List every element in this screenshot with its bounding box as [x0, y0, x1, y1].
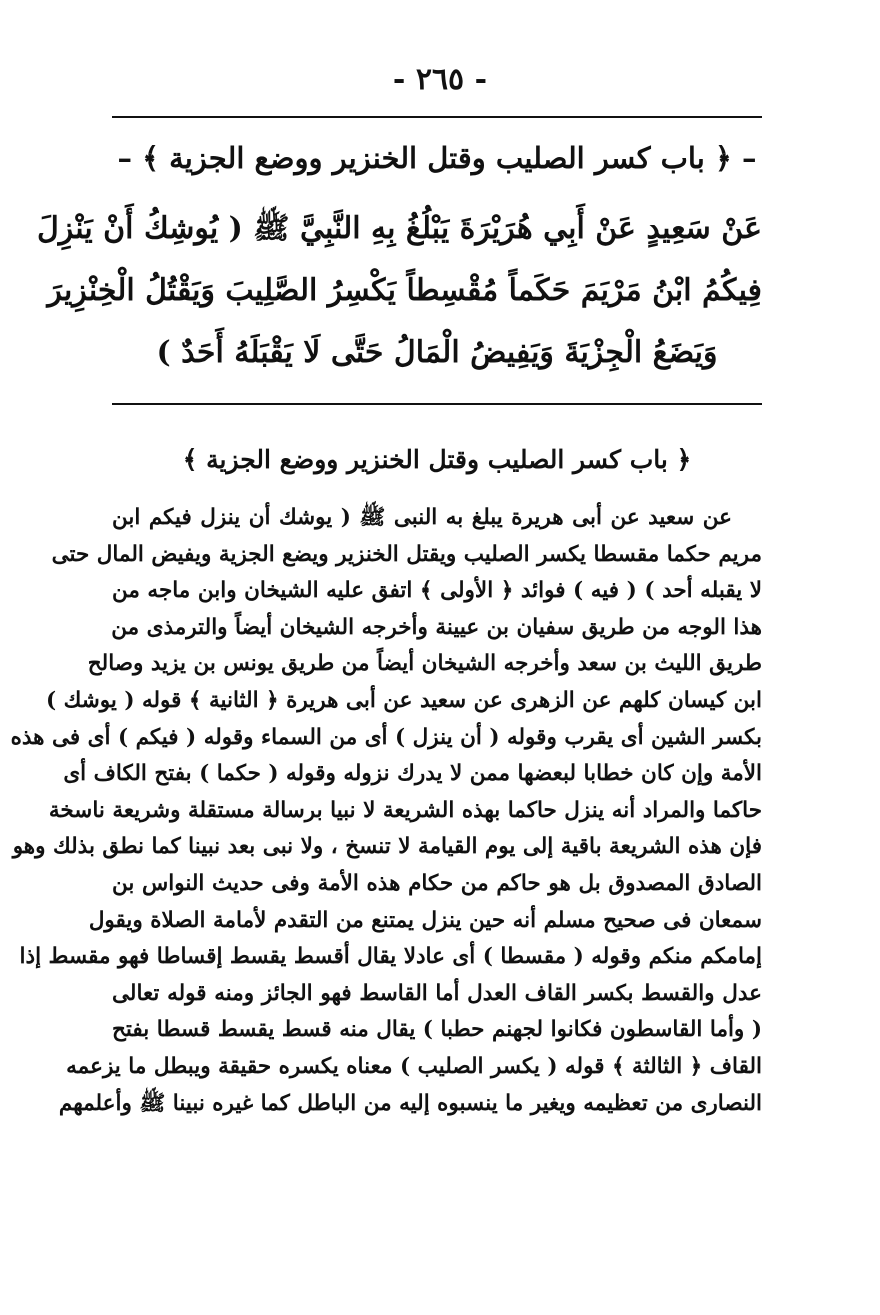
page-number: - ٢٦٥ - — [392, 62, 488, 97]
top-divider — [112, 116, 762, 118]
commentary-line: عدل والقسط بكسر القاف العدل أما القاسط فهو الجائز ومنه قوله تعالى — [112, 980, 762, 1006]
commentary-title: ﴿ باب كسر الصليب وقتل الخنزير ووضع الجزية ﴾ — [182, 445, 692, 474]
commentary-line: ابن كيسان كلهم عن الزهرى عن سعيد عن أبى هريرة ﴿ الثانية ﴾ قوله ( يوشك ) — [45, 687, 762, 713]
commentary-line: الصادق المصدوق بل هو حاكم من حكام هذه الأمة وفى حديث النواس بن — [112, 870, 762, 896]
commentary-line: حاكما والمراد أنه ينزل حاكما بهذه الشريعة لا نبيا برسالة مستقلة وشريعة ناسخة — [48, 797, 762, 823]
commentary-line: سمعان فى صحيح مسلم أنه حين ينزل يمتنع من التقدم لأمامة الصلاة ويقول — [88, 907, 762, 933]
commentary-line: عن سعيد عن أبى هريرة يبلغ به النبى ﷺ ( يوشك أن ينزل فيكم ابن — [112, 505, 732, 530]
commentary-line: القاف ﴿ الثالثة ﴾ قوله ( يكسر الصليب ) معناه يكسره حقيقة ويبطل ما يزعمه — [66, 1053, 762, 1079]
commentary-line: لا يقبله أحد ) ( فيه ) فوائد ﴿ الأولى ﴾ اتفق عليه الشيخان وابن ماجه من — [112, 578, 762, 604]
commentary-line: بكسر الشين أى يقرب وقوله ( أن ينزل ) أى من السماء وقوله ( فيكم ) أى فى هذه — [10, 724, 762, 750]
hadith-line: فِيكُمُ ابْنُ مَرْيَمَ حَكَماً مُقْسِطاً يَكْسِرُ الصَّلِيبَ وَيَقْتُلُ الْخِنْزِيرَ — [47, 273, 762, 308]
commentary-line: طريق الليث بن سعد وأخرجه الشيخان أيضاً من طريق يونس بن يزيد وصالح — [87, 651, 762, 677]
commentary-line: مريم حكما مقسطا يكسر الصليب ويقتل الخنزير ويضع الجزية ويفيض المال حتى — [51, 541, 762, 567]
commentary-line: النصارى من تعظيمه ويغير ما ينسبوه إليه من الباطل كما غيره نبينا ﷺ وأعلمهم — [58, 1090, 762, 1116]
hadith-text — [36, 198, 762, 384]
section-divider — [112, 403, 762, 405]
commentary-text — [10, 500, 762, 1122]
commentary-line: هذا الوجه من طريق سفيان بن عيينة وأخرجه الشيخان أيضاً والترمذى من — [111, 614, 762, 640]
commentary-line: إمامكم منكم وقوله ( مقسطا ) أى عادلا يقال أقسط يقسط إقساطا فهو مقسط إذا — [19, 944, 762, 970]
commentary-line: فإن هذه الشريعة باقية إلى يوم القيامة لا تنسخ ، ولا نبى بعد نبينا كما نطق بذلك وهو — [12, 834, 762, 860]
chapter-title: – ﴿ باب كسر الصليب وقتل الخنزير ووضع الجزية ﴾ – — [117, 141, 757, 175]
hadith-line: وَيَضَعُ الْجِزْيَةَ وَيَفِيضُ الْمَالُ حَتَّى لَا يَقْبَلَهُ أَحَدٌ ) — [156, 335, 718, 370]
commentary-line: ( وأما القاسطون فكانوا لجهنم حطبا ) يقال منه قسط يقسط قسطا بفتح — [112, 1017, 762, 1043]
hadith-line: عَنْ سَعِيدٍ عَنْ أَبِي هُرَيْرَةَ يَبْلُغُ بِهِ النَّبِيَّ ﷺ ( يُوشِكُ أَنْ يَنْزِلَ — [36, 211, 762, 246]
commentary-line: الأمة وإن كان خطابا لبعضها ممن لا يدرك نزوله وقوله ( حكما ) بفتح الكاف أى — [63, 761, 762, 787]
